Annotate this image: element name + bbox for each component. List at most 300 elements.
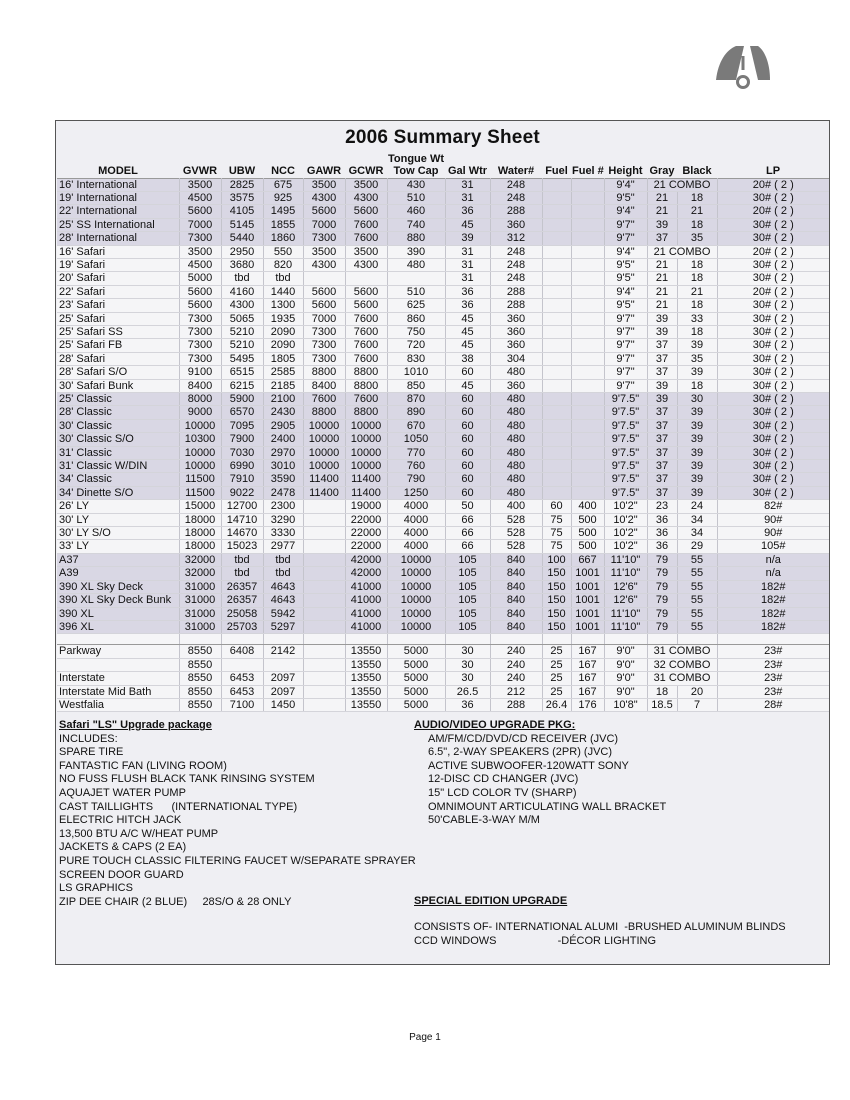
table-cell: 90# bbox=[717, 513, 829, 526]
column-header: NCC bbox=[271, 164, 295, 177]
table-row bbox=[57, 258, 829, 271]
table-cell: 12'6" bbox=[604, 580, 647, 593]
note-line: 6.5", 2-WAY SPEAKERS (2PR) (JVC) bbox=[428, 746, 613, 759]
table-row bbox=[57, 553, 829, 566]
table-cell: 248 bbox=[490, 191, 542, 204]
table-cell: 11'10" bbox=[604, 553, 647, 566]
table-cell bbox=[303, 658, 345, 671]
table-cell: 21 bbox=[647, 205, 677, 218]
table-cell: 42000 bbox=[345, 567, 387, 580]
table-cell: 60 bbox=[445, 419, 490, 432]
table-cell: 2970 bbox=[263, 446, 303, 459]
table-cell: 3680 bbox=[221, 258, 263, 271]
table-cell: 7600 bbox=[345, 325, 387, 338]
table-cell: 4300 bbox=[345, 191, 387, 204]
table-cell: 150 bbox=[542, 607, 571, 620]
table-cell: 670 bbox=[387, 419, 445, 432]
table-cell: 176 bbox=[571, 698, 604, 711]
table-cell: 7910 bbox=[221, 473, 263, 486]
table-cell: 39 bbox=[647, 379, 677, 392]
table-cell: 288 bbox=[490, 205, 542, 218]
table-cell: 30# ( 2 ) bbox=[717, 299, 829, 312]
table-cell: 1001 bbox=[571, 567, 604, 580]
table-cell bbox=[303, 567, 345, 580]
table-cell: 9'7.5" bbox=[604, 486, 647, 499]
table-cell: 42000 bbox=[345, 553, 387, 566]
table-cell: 41000 bbox=[345, 607, 387, 620]
table-row bbox=[57, 393, 829, 406]
table-cell: 13550 bbox=[345, 698, 387, 711]
table-cell: 9'0" bbox=[604, 658, 647, 671]
table-cell: 5600 bbox=[303, 299, 345, 312]
table-cell: 675 bbox=[263, 178, 303, 191]
table-cell: 28' Classic bbox=[57, 406, 179, 419]
table-cell: 28' International bbox=[57, 232, 179, 245]
table-cell: 25 bbox=[542, 658, 571, 671]
table-cell: 528 bbox=[490, 540, 542, 553]
note-line: AQUAJET WATER PUMP bbox=[59, 786, 186, 799]
special-edition-list bbox=[414, 921, 824, 948]
table-cell: 1450 bbox=[263, 698, 303, 711]
table-cell: 1855 bbox=[263, 218, 303, 231]
table-cell: 105 bbox=[445, 553, 490, 566]
column-header: MODEL bbox=[98, 164, 138, 177]
table-cell: 79 bbox=[647, 607, 677, 620]
table-cell: 22' International bbox=[57, 205, 179, 218]
table-cell bbox=[542, 205, 571, 218]
brand-logo-icon bbox=[714, 40, 772, 94]
table-cell: 8550 bbox=[179, 685, 221, 698]
table-cell: 7600 bbox=[303, 393, 345, 406]
table-cell: 9'7" bbox=[604, 352, 647, 365]
table-cell bbox=[571, 312, 604, 325]
table-cell: 7300 bbox=[303, 232, 345, 245]
table-cell: 4300 bbox=[345, 258, 387, 271]
table-cell: 5600 bbox=[345, 285, 387, 298]
table-cell: 24 bbox=[677, 500, 717, 513]
table-cell: 288 bbox=[490, 299, 542, 312]
table-cell: 37 bbox=[647, 433, 677, 446]
table-cell: 34 bbox=[677, 527, 717, 540]
table-cell: 32000 bbox=[179, 567, 221, 580]
table-cell: 38 bbox=[445, 352, 490, 365]
table-cell bbox=[303, 685, 345, 698]
table-cell bbox=[542, 460, 571, 473]
table-cell: 37 bbox=[647, 419, 677, 432]
table-row bbox=[57, 446, 829, 459]
table-row bbox=[57, 272, 829, 285]
table-cell bbox=[303, 272, 345, 285]
table-cell bbox=[303, 672, 345, 685]
table-cell: 39 bbox=[677, 486, 717, 499]
column-header: GAWR bbox=[306, 164, 342, 177]
table-cell: 25' Safari SS bbox=[57, 325, 179, 338]
table-cell: 10'8" bbox=[604, 698, 647, 711]
table-cell: 10000 bbox=[387, 607, 445, 620]
table-cell: 25' Safari FB bbox=[57, 339, 179, 352]
table-row bbox=[57, 698, 829, 711]
table-cell: 30# ( 2 ) bbox=[717, 218, 829, 231]
table-cell: 10000 bbox=[387, 553, 445, 566]
table-row bbox=[57, 645, 829, 658]
table-cell: 167 bbox=[571, 645, 604, 658]
table-row bbox=[57, 312, 829, 325]
table-cell bbox=[571, 205, 604, 218]
audio-video-package bbox=[414, 719, 824, 949]
table-cell: 7000 bbox=[179, 218, 221, 231]
table-cell: 25 bbox=[542, 645, 571, 658]
table-cell: 37 bbox=[647, 352, 677, 365]
table-cell: 39 bbox=[677, 406, 717, 419]
table-cell: 528 bbox=[490, 513, 542, 526]
table-row bbox=[57, 672, 829, 685]
table-cell bbox=[571, 258, 604, 271]
summary-table bbox=[57, 150, 829, 712]
table-cell: 480 bbox=[490, 433, 542, 446]
table-row bbox=[57, 527, 829, 540]
table-cell: 10000 bbox=[387, 594, 445, 607]
table-cell: 28' Safari bbox=[57, 352, 179, 365]
table-cell: 36 bbox=[647, 527, 677, 540]
audio-video-list bbox=[414, 733, 824, 828]
table-cell: 36 bbox=[445, 205, 490, 218]
table-cell: 79 bbox=[647, 580, 677, 593]
table-cell: 25058 bbox=[221, 607, 263, 620]
table-cell: 9'5" bbox=[604, 191, 647, 204]
table-cell: 167 bbox=[571, 658, 604, 671]
table-cell: 19' International bbox=[57, 191, 179, 204]
table-cell: 182# bbox=[717, 607, 829, 620]
table-row bbox=[57, 607, 829, 620]
table-cell: 10000 bbox=[387, 620, 445, 633]
table-cell bbox=[57, 658, 179, 671]
table-cell bbox=[542, 393, 571, 406]
table-cell: 510 bbox=[387, 285, 445, 298]
table-cell: 248 bbox=[490, 272, 542, 285]
table-cell: 30# ( 2 ) bbox=[717, 460, 829, 473]
table-cell bbox=[571, 419, 604, 432]
table-cell: 28# bbox=[717, 698, 829, 711]
table-cell: Interstate Mid Bath bbox=[57, 685, 179, 698]
table-cell: 3500 bbox=[179, 178, 221, 191]
note-line: AM/FM/CD/DVD/CD RECEIVER (JVC) bbox=[428, 732, 619, 745]
table-cell bbox=[571, 272, 604, 285]
table-cell: 10'2" bbox=[604, 513, 647, 526]
table-cell: Westfalia bbox=[57, 698, 179, 711]
table-row bbox=[57, 486, 829, 499]
table-cell: 26' LY bbox=[57, 500, 179, 513]
table-cell: 9'5" bbox=[604, 258, 647, 271]
table-cell: 37 bbox=[647, 339, 677, 352]
table-cell: 23# bbox=[717, 645, 829, 658]
table-row bbox=[57, 460, 829, 473]
table-cell: 9'7" bbox=[604, 366, 647, 379]
table-cell: 5495 bbox=[221, 352, 263, 365]
note-line: CCD WINDOWS -DÉCOR LIGHTING bbox=[414, 934, 657, 947]
table-cell: 18 bbox=[677, 191, 717, 204]
note-line: JACKETS & CAPS (2 EA) bbox=[59, 841, 187, 854]
table-cell: 30' Classic bbox=[57, 419, 179, 432]
table-cell: 18 bbox=[677, 258, 717, 271]
table-cell: 840 bbox=[490, 607, 542, 620]
table-row bbox=[57, 339, 829, 352]
table-cell: 14710 bbox=[221, 513, 263, 526]
table-cell bbox=[571, 245, 604, 258]
table-cell: 23 bbox=[647, 500, 677, 513]
table-cell: 1440 bbox=[263, 285, 303, 298]
table-cell: 1050 bbox=[387, 433, 445, 446]
table-cell: 55 bbox=[677, 580, 717, 593]
table-cell: 60 bbox=[445, 473, 490, 486]
table-cell: 9'0" bbox=[604, 672, 647, 685]
table-cell: 39 bbox=[647, 325, 677, 338]
column-header: Fuel bbox=[545, 164, 568, 177]
table-cell bbox=[571, 218, 604, 231]
table-cell bbox=[542, 352, 571, 365]
table-cell: 528 bbox=[490, 527, 542, 540]
table-cell bbox=[571, 433, 604, 446]
table-cell: 8400 bbox=[303, 379, 345, 392]
table-cell bbox=[571, 325, 604, 338]
table-cell: 182# bbox=[717, 594, 829, 607]
table-cell: 7300 bbox=[179, 325, 221, 338]
table-cell: 4160 bbox=[221, 285, 263, 298]
table-cell: 4000 bbox=[387, 540, 445, 553]
table-cell: 2430 bbox=[263, 406, 303, 419]
table-cell: 18.5 bbox=[647, 698, 677, 711]
table-cell: 5600 bbox=[303, 285, 345, 298]
note-line: CAST TAILLIGHTS (INTERNATIONAL TYPE) bbox=[59, 800, 298, 813]
table-cell: 60 bbox=[445, 446, 490, 459]
table-row bbox=[57, 178, 829, 191]
table-cell: 33 bbox=[677, 312, 717, 325]
table-cell bbox=[571, 379, 604, 392]
table-cell: 21 bbox=[647, 258, 677, 271]
table-cell: 11'10" bbox=[604, 567, 647, 580]
table-cell bbox=[542, 258, 571, 271]
table-cell: 30' LY bbox=[57, 513, 179, 526]
table-cell: 9'7" bbox=[604, 339, 647, 352]
table-cell: 11'10" bbox=[604, 620, 647, 633]
table-cell: 8800 bbox=[345, 406, 387, 419]
table-cell: 150 bbox=[542, 594, 571, 607]
table-cell: 6215 bbox=[221, 379, 263, 392]
table-cell: 167 bbox=[571, 672, 604, 685]
table-cell: 39 bbox=[677, 460, 717, 473]
table-cell: 240 bbox=[490, 672, 542, 685]
table-body bbox=[57, 178, 829, 712]
table-cell: 29 bbox=[677, 540, 717, 553]
table-cell: 25 bbox=[542, 685, 571, 698]
table-row bbox=[57, 366, 829, 379]
table-cell: 9'4" bbox=[604, 245, 647, 258]
table-row bbox=[57, 285, 829, 298]
table-cell: 10000 bbox=[345, 446, 387, 459]
table-cell: 4643 bbox=[263, 594, 303, 607]
table-cell: 10000 bbox=[179, 460, 221, 473]
table-cell: 36 bbox=[445, 285, 490, 298]
column-header: Height bbox=[608, 164, 643, 177]
ls-upgrade-heading: Safari "LS" Upgrade package bbox=[59, 719, 212, 731]
table-cell: 4000 bbox=[387, 500, 445, 513]
table-cell bbox=[345, 272, 387, 285]
table-cell: 5065 bbox=[221, 312, 263, 325]
table-cell: 870 bbox=[387, 393, 445, 406]
table-cell: 500 bbox=[571, 527, 604, 540]
table-cell bbox=[542, 272, 571, 285]
table-cell: 22000 bbox=[345, 513, 387, 526]
table-cell: 26.5 bbox=[445, 685, 490, 698]
table-cell: 5600 bbox=[179, 205, 221, 218]
table-cell: 18 bbox=[647, 685, 677, 698]
table-cell: 30# ( 2 ) bbox=[717, 366, 829, 379]
note-line: INCLUDES: bbox=[59, 732, 118, 745]
table-cell: 39 bbox=[647, 218, 677, 231]
table-cell bbox=[542, 325, 571, 338]
table-cell: 18 bbox=[677, 379, 717, 392]
table-cell: 480 bbox=[490, 366, 542, 379]
table-cell: 105 bbox=[445, 580, 490, 593]
table-row bbox=[57, 406, 829, 419]
table-cell bbox=[542, 245, 571, 258]
table-cell: 4300 bbox=[221, 299, 263, 312]
table-cell: 480 bbox=[490, 460, 542, 473]
table-cell: 18 bbox=[677, 272, 717, 285]
table-cell: 5000 bbox=[387, 658, 445, 671]
table-cell: 820 bbox=[263, 258, 303, 271]
table-cell: 41000 bbox=[345, 620, 387, 633]
table-row bbox=[57, 191, 829, 204]
table-cell: 9'7.5" bbox=[604, 406, 647, 419]
table-cell: 1001 bbox=[571, 594, 604, 607]
table-cell: 480 bbox=[490, 393, 542, 406]
table-cell: 9100 bbox=[179, 366, 221, 379]
table-cell: 30# ( 2 ) bbox=[717, 419, 829, 432]
table-cell: 75 bbox=[542, 513, 571, 526]
table-cell: 430 bbox=[387, 178, 445, 191]
table-cell: 30# ( 2 ) bbox=[717, 406, 829, 419]
table-cell: 30# ( 2 ) bbox=[717, 191, 829, 204]
table-cell: 2097 bbox=[263, 672, 303, 685]
table-cell: 37 bbox=[647, 446, 677, 459]
table-cell: 30# ( 2 ) bbox=[717, 339, 829, 352]
table-cell: 12'6" bbox=[604, 594, 647, 607]
table-cell: 21 COMBO bbox=[647, 178, 717, 191]
table-cell bbox=[542, 406, 571, 419]
table-cell: 50 bbox=[445, 500, 490, 513]
table-cell bbox=[571, 486, 604, 499]
table-cell: 21 bbox=[647, 299, 677, 312]
table-cell: 248 bbox=[490, 258, 542, 271]
table-cell: 248 bbox=[490, 245, 542, 258]
table-cell: 22000 bbox=[345, 527, 387, 540]
note-line: SCREEN DOOR GUARD bbox=[59, 868, 184, 881]
table-cell: 5000 bbox=[387, 685, 445, 698]
table-cell: 75 bbox=[542, 527, 571, 540]
table-cell: 23# bbox=[717, 685, 829, 698]
table-cell bbox=[542, 366, 571, 379]
table-cell: 13550 bbox=[345, 658, 387, 671]
table-cell: 15000 bbox=[179, 500, 221, 513]
table-cell bbox=[542, 218, 571, 231]
table-cell: 2950 bbox=[221, 245, 263, 258]
column-header: UBW bbox=[228, 164, 256, 177]
table-cell bbox=[571, 191, 604, 204]
table-cell: 36 bbox=[647, 513, 677, 526]
note-line: NO FUSS FLUSH BLACK TANK RINSING SYSTEM bbox=[59, 773, 315, 786]
column-header: GCWR bbox=[348, 164, 384, 177]
table-cell: 4105 bbox=[221, 205, 263, 218]
table-cell: 18000 bbox=[179, 540, 221, 553]
table-cell: 21 bbox=[647, 285, 677, 298]
table-cell: 55 bbox=[677, 620, 717, 633]
table-cell: 5000 bbox=[387, 645, 445, 658]
table-cell: 3500 bbox=[345, 245, 387, 258]
table-row bbox=[57, 620, 829, 633]
table-cell bbox=[571, 473, 604, 486]
table-cell: 11500 bbox=[179, 486, 221, 499]
table-cell: 925 bbox=[263, 191, 303, 204]
table-cell: 37 bbox=[647, 473, 677, 486]
table-cell: 25' Classic bbox=[57, 393, 179, 406]
table-cell: 9022 bbox=[221, 486, 263, 499]
table-cell: 1860 bbox=[263, 232, 303, 245]
table-cell bbox=[303, 620, 345, 633]
table-cell bbox=[387, 272, 445, 285]
table-row bbox=[57, 419, 829, 432]
column-header: GVWR bbox=[182, 164, 218, 177]
table-cell bbox=[303, 500, 345, 513]
table-cell: n/a bbox=[717, 553, 829, 566]
table-cell: 840 bbox=[490, 620, 542, 633]
table-cell: 34' Classic bbox=[57, 473, 179, 486]
table-cell bbox=[542, 339, 571, 352]
table-cell: 25' Safari bbox=[57, 312, 179, 325]
table-row bbox=[57, 379, 829, 392]
table-cell: 770 bbox=[387, 446, 445, 459]
table-cell: 2142 bbox=[263, 645, 303, 658]
audio-video-heading: AUDIO/VIDEO UPGRADE PKG: bbox=[414, 719, 576, 731]
table-cell: 7300 bbox=[179, 232, 221, 245]
table-cell: 7095 bbox=[221, 419, 263, 432]
table-cell: 105# bbox=[717, 540, 829, 553]
table-cell: 30# ( 2 ) bbox=[717, 352, 829, 365]
table-cell: 10000 bbox=[387, 580, 445, 593]
table-cell: 3010 bbox=[263, 460, 303, 473]
table-cell bbox=[303, 607, 345, 620]
table-cell: 13550 bbox=[345, 672, 387, 685]
table-cell: 45 bbox=[445, 312, 490, 325]
table-cell: 850 bbox=[387, 379, 445, 392]
table-cell: 840 bbox=[490, 553, 542, 566]
table-cell: 9'5" bbox=[604, 299, 647, 312]
table-cell: 26357 bbox=[221, 594, 263, 607]
table-cell: 30 bbox=[445, 658, 490, 671]
table-cell: 37 bbox=[647, 460, 677, 473]
table-cell: 60 bbox=[445, 406, 490, 419]
table-cell: 36 bbox=[445, 698, 490, 711]
table-cell: 45 bbox=[445, 339, 490, 352]
table-cell: 400 bbox=[490, 500, 542, 513]
page-title: 2006 Summary Sheet bbox=[345, 127, 540, 148]
table-cell bbox=[571, 460, 604, 473]
table-cell: 182# bbox=[717, 620, 829, 633]
table-cell: 2300 bbox=[263, 500, 303, 513]
table-cell bbox=[303, 698, 345, 711]
table-cell: 830 bbox=[387, 352, 445, 365]
table-cell: 7600 bbox=[345, 393, 387, 406]
table-cell: 10000 bbox=[345, 433, 387, 446]
